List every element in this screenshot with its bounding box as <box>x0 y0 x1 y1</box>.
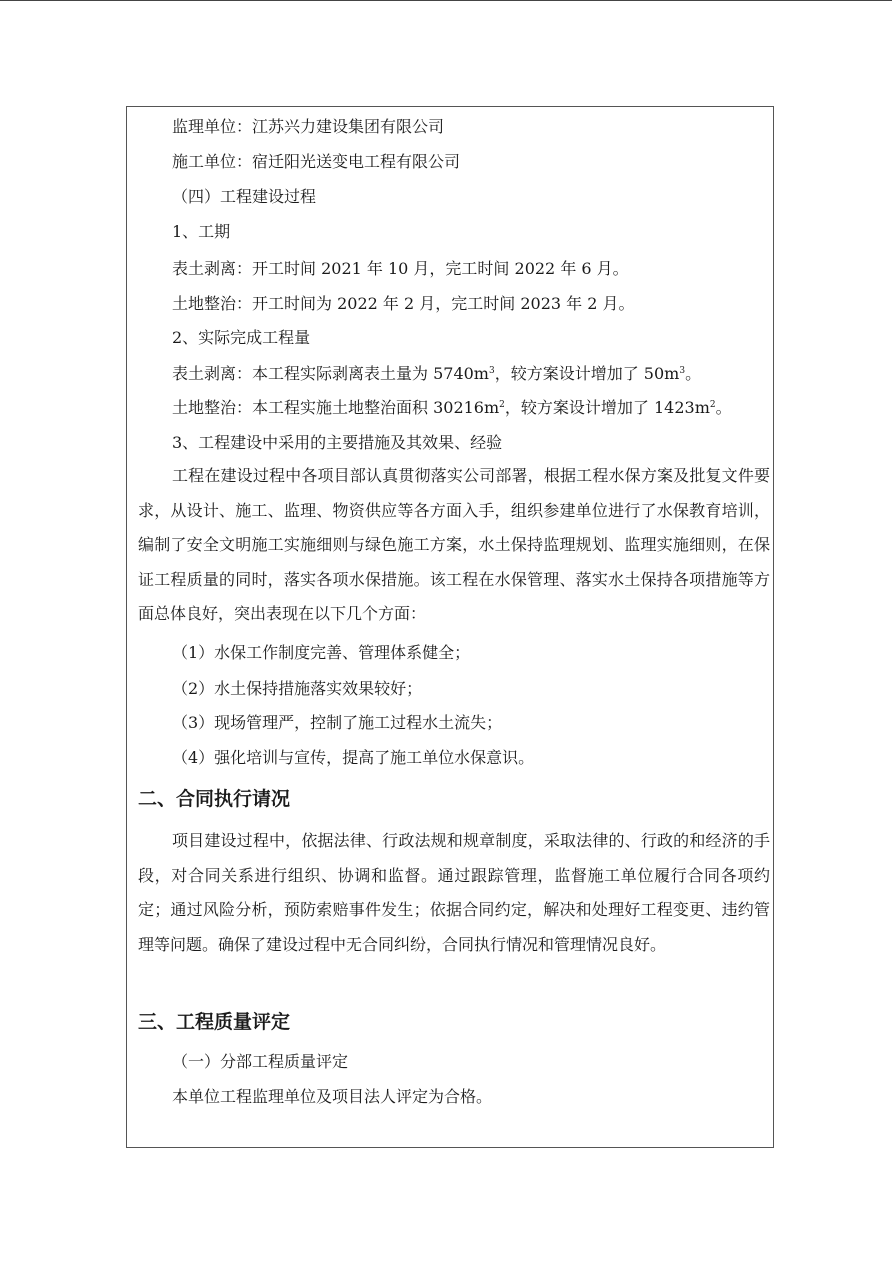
land-quantity-line <box>172 398 732 418</box>
topsoil-quantity-end: 。 <box>685 364 702 383</box>
land-quantity-mid: ，较方案设计增加了 1423m <box>504 398 710 417</box>
item-3-title: 3、工程建设中采用的主要措施及其效果、经验 <box>172 433 503 452</box>
land-period-line: 土地整治：开工时间为 2022 年 2 月，完工时间 2023 年 2 月。 <box>172 294 635 313</box>
topsoil-period-line: 表土剥离：开工时间 2021 年 10 月，完工时间 2022 年 6 月。 <box>172 259 629 278</box>
land-quantity-prefix: 土地整治：本工程实施土地整治面积 30216m <box>172 398 500 417</box>
contract-heading: 二、合同执行请况 <box>138 788 291 810</box>
square-superscript: 2 <box>709 400 716 410</box>
cubic-superscript: 3 <box>679 366 686 376</box>
point-4: （4）强化培训与宣传，提高了施工单位水保意识。 <box>172 748 535 767</box>
quality-subheading: （一）分部工程质量评定 <box>172 1052 349 1071</box>
point-3: （3）现场管理严，控制了施工过程水土流失； <box>172 713 503 732</box>
topsoil-quantity-prefix: 表土剥离：本工程实际剥离表土量为 5740m <box>172 364 489 383</box>
quality-heading: 三、工程质量评定 <box>138 1011 291 1033</box>
item-1-title: 1、工期 <box>172 222 231 241</box>
contract-paragraph: 项目建设过程中，依据法律、行政法规和规章制度，采取法律的、行政的和经济的手段，对合同关系进行组织、协调和监督。通过跟踪管理，监督施工单位履行合同各项约定；通过风险分析，预防索赔事件发生；依据合同约定，解决和处理好工程变更、违约管理等问题。确保了建设过程中无合同纠纷，合同执行情况和管理情况良好。 <box>138 831 770 954</box>
constructor-line: 施工单位：宿迁阳光送变电工程有限公司 <box>172 152 461 171</box>
cubic-superscript: 3 <box>488 366 495 376</box>
topsoil-quantity-mid: ，较方案设计增加了 50m <box>494 364 680 383</box>
supervisor-line: 监理单位：江苏兴力建设集团有限公司 <box>172 117 445 136</box>
square-superscript: 2 <box>499 400 505 410</box>
point-1: （1）水保工作制度完善、管理体系健全； <box>172 643 471 662</box>
quality-result: 本单位工程监理单位及项目法人评定为合格。 <box>172 1087 493 1106</box>
section-4-title: （四）工程建设过程 <box>172 187 317 206</box>
measures-paragraph: 工程在建设过程中各项目部认真贯彻落实公司部署，根据工程水保方案及批复文件要求，从设计、施工、监理、物资供应等各方面入手，组织参建单位进行了水保教育培训，编制了安全文明施工实施细则与绿色施工方案，水土保持监理规划、监理实施细则，在保证工程质量的同时，落实各项水保措施。该工程在水保管理、落实水土保持各项措施等方面总体良好，突出表现在以下几个方面： <box>138 466 770 623</box>
land-quantity-end: 。 <box>715 398 732 417</box>
page-top-rule <box>0 0 892 1</box>
topsoil-quantity-line <box>172 364 701 384</box>
item-2-title: 2、实际完成工程量 <box>172 328 311 347</box>
point-2: （2）水土保持措施落实效果较好； <box>172 679 423 698</box>
